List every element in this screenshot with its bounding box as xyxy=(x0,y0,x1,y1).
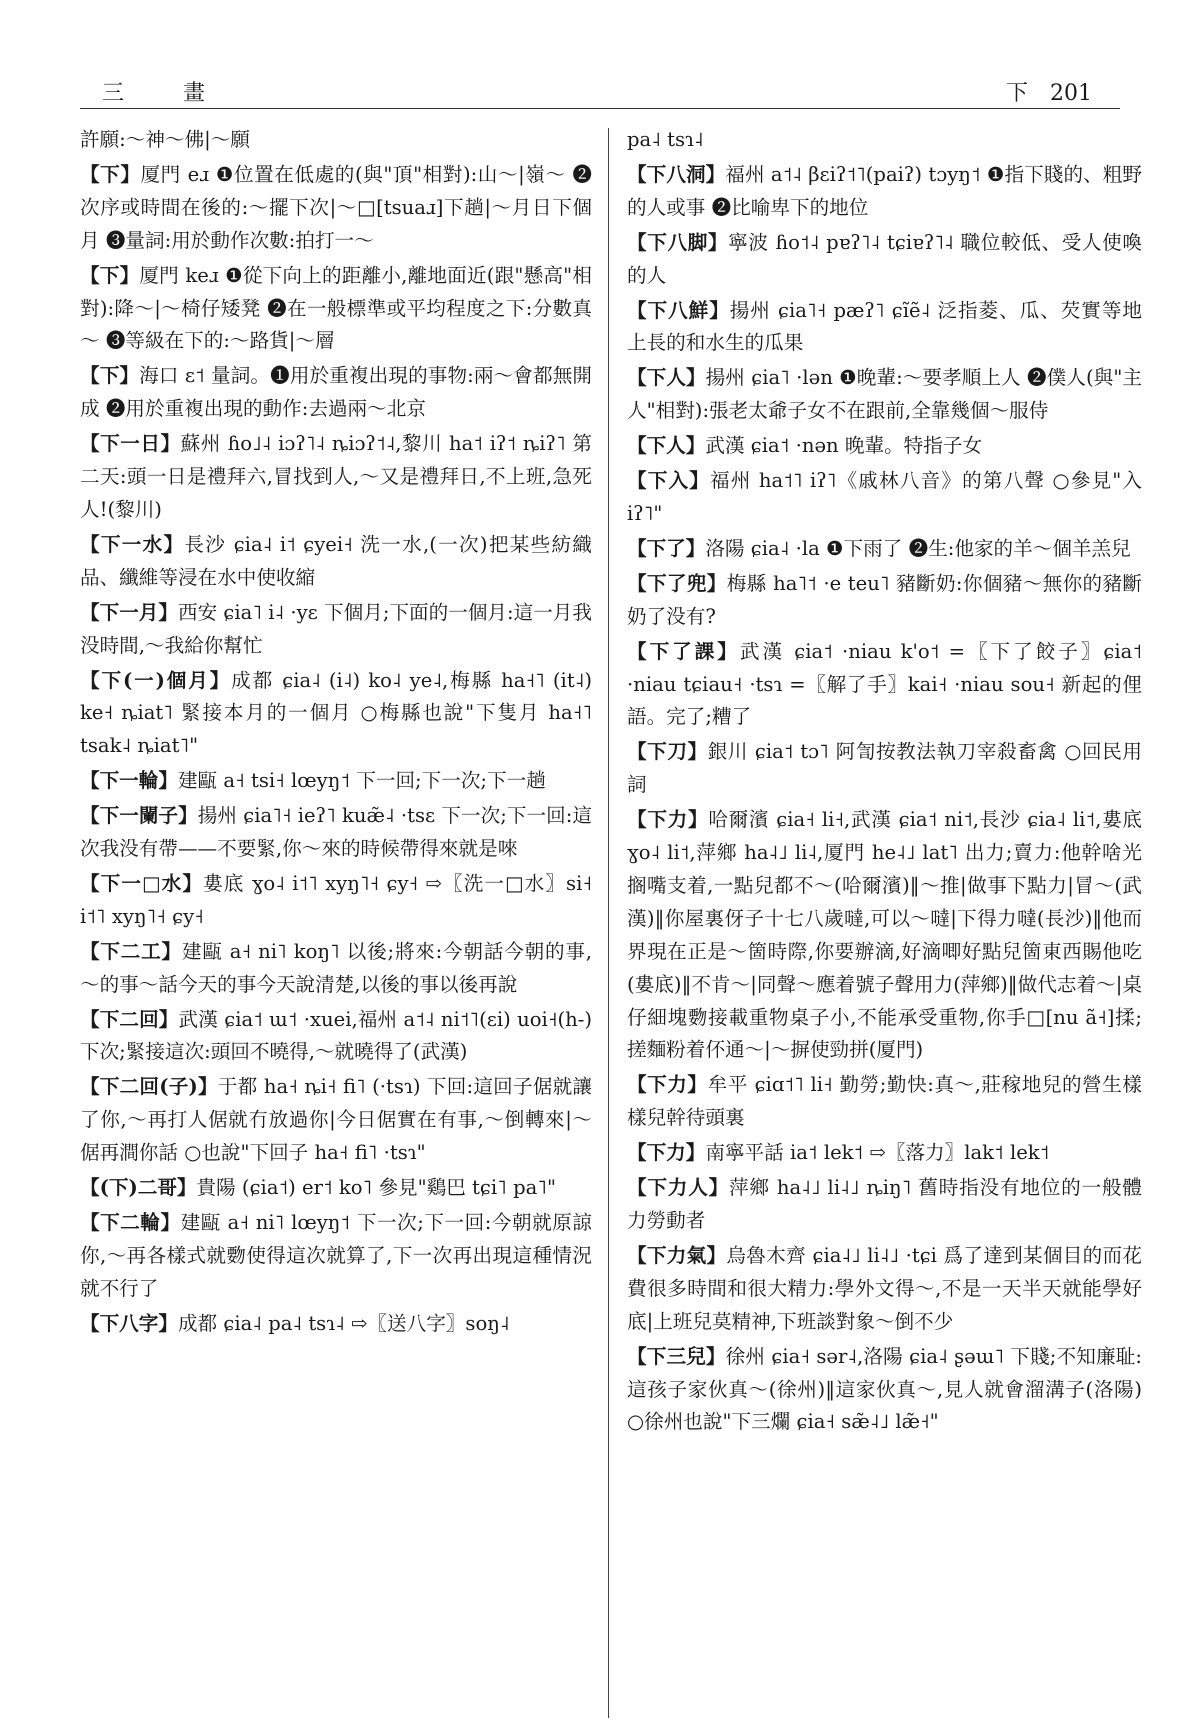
entry-headword: 【下】 xyxy=(80,364,140,388)
entry-headword: 【(下)二哥】 xyxy=(80,1176,197,1200)
dictionary-entry: 【下一闌子】揚州 ɕia˥˧ ieʔ˥ kuæ̃˨ ·tsɛ 下一次;下一回:這次我没有帶——不要緊,你～來的時候帶得來就是唻 xyxy=(80,804,592,861)
dictionary-entry: 【下二回(子)】于都 ha˧ ȵi˧ fi˥ (·tsɿ) 下回:這回子倨就讓了你,～再打人倨就冇放過你|今日倨實在有事,～倒轉來|～倨再澗你話 ○也說"下回子 ha˧ fi˥ ·tsɿ" xyxy=(80,1075,592,1165)
page-head xyxy=(1006,76,1092,107)
entry-headword: 【下八字】 xyxy=(80,1311,178,1335)
right-column xyxy=(627,124,1142,1441)
entry-headword: 【下力人】 xyxy=(627,1176,730,1200)
dictionary-entry: 【下八字】成都 ɕia˨ pa˨ tsɿ˨ ⇨〖送八字〗soŋ˨ xyxy=(80,1311,510,1335)
entry-headword: 【下一□水】 xyxy=(80,871,204,895)
head-character: 下 xyxy=(1005,81,1028,106)
dictionary-entry: 【下八脚】寧波 ɦo˦˨ pɐʔ˥˨ tɕiɐʔ˥˨ 職位較低、受人使喚的人 xyxy=(627,230,1142,287)
entry-headword: 【下了兜】 xyxy=(627,571,727,595)
entry-headword: 【下人】 xyxy=(627,366,706,390)
dictionary-entry: 【下】厦門 eɹ ❶位置在低處的(與"頂"相對):山～|嶺～ ❷次序或時間在後的:～擺下次|～□[tsuaɹ]下趟|～月日下個月 ❸量詞:用於動作次數:拍打一～ xyxy=(80,162,593,252)
entry-headword: 【下力】 xyxy=(627,1073,708,1097)
running-header xyxy=(80,58,1120,109)
entry-headword: 【下了】 xyxy=(627,536,706,560)
dictionary-entry: 【下力】哈爾濱 ɕia˧ li˧,武漢 ɕia˦ ni˦,長沙 ɕia˨ li˦,婁底 ɣo˨ li˦,萍鄉 ha˨˩ li˨,厦門 he˨˩ lat˥ 出力;賣力:他幹啥光搁嘴支着,一點兒都不～(哈爾濱)‖～推|做事下點力|冒～(武漢)‖你屋裏伢子十七八歲噠,可以～噠|下得力噠(長沙)‖他而界現在正是～箇時際,你要辦滴,好滴唧好點兒箇東西賜他吃(婁底)‖不肯～|同聲～應着號子聲用力(萍鄉)‖做代志着～|桌仔細塊覅接載重物桌子小,不能承受重物,你手□[nu ã˧]揉;搓麵粉着伓通～|～摒使勁拼(厦門) xyxy=(627,808,1143,1062)
entry-headword: 【下】 xyxy=(80,162,141,186)
dictionary-entry: 【下八鮮】揚州 ɕia˥˧ pæʔ˥ ɕĩẽ˨ 泛指菱、瓜、芡實等地上長的和水生的瓜果 xyxy=(627,298,1142,355)
dictionary-entry: 【下一輪】建甌 a˧ tsi˧ lœyŋ˦ 下一回;下一次;下一趟 xyxy=(80,769,546,793)
dictionary-entry: 【下】厦門 keɹ ❶從下向上的距離小,離地面近(跟"懸高"相對):降～|～椅仔矮凳 ❷在一般標準或平均程度之下:分數真～ ❸等級在下的:～路貨|～層 xyxy=(80,263,592,353)
dictionary-entry: 【下二輪】建甌 a˧ ni˥ lœyŋ˦ 下一次;下一回:今朝就原諒你,～再各樣式就覅使得這次就算了,下一次再出現這種情況就不行了 xyxy=(80,1211,592,1300)
dictionary-entry: 【下人】武漢 ɕia˦ ·nən 晚輩。特指子女 xyxy=(627,434,983,458)
entry-headword: 【下入】 xyxy=(627,469,711,493)
entry-headword: 【下一闌子】 xyxy=(80,804,198,828)
entry-headword: 【下二輪】 xyxy=(80,1211,181,1234)
dictionary-entry: 【下一水】長沙 ɕia˨ i˦ ɕyei˧ 洗一水,(一次)把某些紡織品、纖維等浸在水中使收縮 xyxy=(80,532,592,589)
dictionary-entry: 【下入】福州 ha˦˥ iʔ˥《戚林八音》的第八聲 ○參見"入 iʔ˥" xyxy=(627,469,1143,525)
dictionary-entry: 【下一□水】婁底 ɣo˨ i˦˥ xyŋ˥˧ ɕy˧ ⇨〖洗一□水〗si˧ i˦˥ xyŋ˥˧ ɕy˧ xyxy=(80,871,593,928)
entry-headword: 【下刀】 xyxy=(627,740,708,764)
entry-headword: 【下一月】 xyxy=(80,600,178,624)
page-number: 201 xyxy=(1050,81,1092,106)
section-title: 三 畫 xyxy=(102,81,231,106)
entry-headword: 【下三兒】 xyxy=(627,1344,726,1368)
dictionary-entry: 【下力】南寧平話 ia˦ lek˦ ⇨〖落力〗lak˦ lek˦ xyxy=(627,1141,1050,1165)
dictionary-entry: 許願:～神～佛|～願 xyxy=(80,128,250,151)
entry-headword: 【下一水】 xyxy=(80,532,185,556)
entry-headword: 【下二回(子)】 xyxy=(80,1075,218,1099)
dictionary-entry: 【下力氣】烏魯木齊 ɕia˨˩ li˨˩ ·tɕi 爲了達到某個目的而花費很多時間和很大精力:學外文得～,不是一天半天就能學好底|上班兒莫精神,下班談對象～倒不少 xyxy=(627,1243,1142,1333)
entry-headword: 【下了課】 xyxy=(627,639,740,663)
dictionary-entry: 【下(一)個月】成都 ɕia˨ (i˨) ko˨ ye˨,梅縣 ha˧˥ (it˨) ke˧ ȵiat˥ 緊接本月的一個月 ○梅縣也說"下隻月 ha˧˥ tsak˨ ȵiat˥" xyxy=(80,668,592,758)
entry-headword: 【下八洞】 xyxy=(627,162,726,186)
entry-headword: 【下一日】 xyxy=(80,432,181,456)
dictionary-entry: 【下】海口 ɛ˦ 量詞。❶用於重複出現的事物:兩～會都無開成 ❷用於重複出現的動作:去過兩～北京 xyxy=(80,364,593,421)
entry-headword: 【下二回】 xyxy=(80,1007,179,1031)
column-divider xyxy=(608,128,609,1718)
entry-headword: 【下力氣】 xyxy=(627,1243,727,1267)
entry-headword: 【下力】 xyxy=(627,1141,706,1165)
entry-headword: 【下(一)個月】 xyxy=(80,668,232,692)
dictionary-entry: 【下了】洛陽 ɕia˨ ·la ❶下雨了 ❷生:他家的羊～個羊羔兒 xyxy=(627,536,1131,560)
dictionary-entry: 【下人】揚州 ɕia˥ ·lən ❶晚輩:～要孝順上人 ❷僕人(與"主人"相對):張老太爺子女不在跟前,全靠幾個～服侍 xyxy=(627,366,1143,423)
dictionary-entry: 【下刀】銀川 ɕia˦ tɔ˥ 阿訇按教法執刀宰殺畜禽 ○回民用詞 xyxy=(627,740,1143,797)
dictionary-entry: 【下八洞】福州 a˦˨ βɛiʔ˦˥(paiʔ) tɔyŋ˦ ❶指下賤的、粗野的人或事 ❷比喻卑下的地位 xyxy=(627,162,1143,219)
entry-headword: 【下力】 xyxy=(627,808,709,832)
entry-headword: 【下人】 xyxy=(627,434,706,458)
dictionary-entry: 【下一月】西安 ɕia˥ i˨ ·yɛ 下個月;下面的一個月:這一月我没時間,～我給你幫忙 xyxy=(80,600,592,657)
dictionary-entry: 【下力】牟平 ɕiɑ˦˥ li˧ 勤勞;勤快:真～,莊稼地兒的營生樣樣兒幹待頭裏 xyxy=(627,1073,1143,1130)
dictionary-entry: 【下了兜】梅縣 ha˥˦ ·e teu˥ 豬斷奶:你個豬～無你的豬斷奶了没有? xyxy=(627,571,1143,628)
dictionary-entry: 【下二回】武漢 ɕia˦ ɯ˦ ·xuei,福州 a˦˨ ni˦˥(ɛi) uoi˧(h-) 下次;緊接這次:頭回不曉得,～就曉得了(武漢) xyxy=(80,1007,593,1064)
entry-headword: 【下二工】 xyxy=(80,939,182,963)
entry-headword: 【下一輪】 xyxy=(80,769,178,793)
dictionary-entry: 【下三兒】徐州 ɕia˧ sər˨,洛陽 ɕia˨ ʂəɯ˥ 下賤;不知廉耻:這孩子家伙真～(徐州)‖這家伙真～,見人就會溜溝子(洛陽) ○徐州也說"下三爛 ɕia˧ sæ̃˨˩ læ̃˧" xyxy=(627,1344,1142,1434)
entry-headword: 【下】 xyxy=(80,263,140,287)
left-column xyxy=(80,124,592,1343)
entry-headword: 【下八鮮】 xyxy=(627,298,730,322)
entry-headword: 【下八脚】 xyxy=(627,230,729,254)
dictionary-entry: 【下一日】蘇州 ɦo˩˨ iɔʔ˥˨ ȵiɔʔ˦˨,黎川 ha˦ iʔ˦ ȵiʔ˥ 第二天:頭一日是禮拜六,冒找到人,～又是禮拜日,不上班,急死人!(黎川) xyxy=(80,432,592,521)
dictionary-entry: pa˨ tsɿ˨ xyxy=(627,128,704,151)
dictionary-entry: 【(下)二哥】貴陽 (ɕia˦) er˦ ko˥ 參見"鷄巴 tɕi˥ pa˥" xyxy=(80,1176,556,1200)
dictionary-entry: 【下力人】萍鄉 ha˨˩ li˨˩ ȵiŋ˥ 舊時指没有地位的一般體力勞動者 xyxy=(627,1176,1142,1232)
dictionary-entry: 【下二工】建甌 a˧ ni˥ koŋ˥ 以後;將來:今朝話今朝的事,～的事～話今天的事今天說清楚,以後的事以後再說 xyxy=(80,939,592,996)
dictionary-entry: 【下了課】武漢 ɕia˦ ·niau k'o˦ =〖下了餃子〗ɕia˦ ·niau tɕiau˧ ·tsɿ =〖解了手〗kai˧ ·niau sou˧ 新起的俚語。完了;糟了 xyxy=(627,639,1142,729)
